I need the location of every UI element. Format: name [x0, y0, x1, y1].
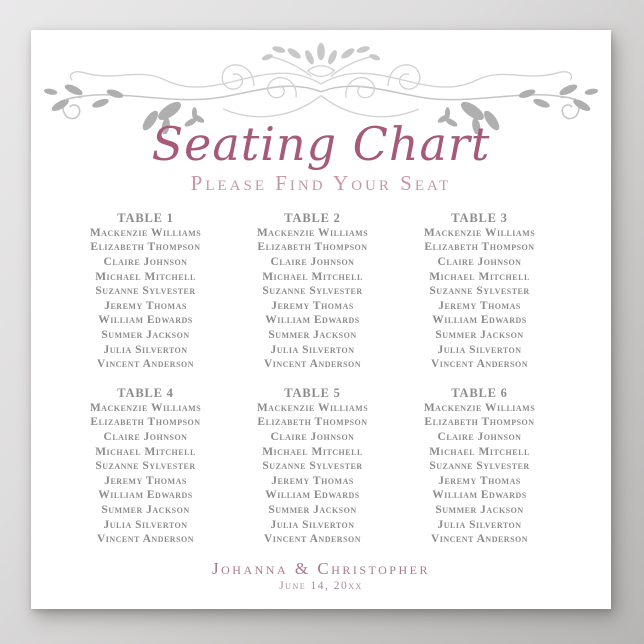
guest-name: Summer Jackson — [435, 329, 524, 342]
guest-name: Julia Silverton — [103, 518, 188, 531]
table-title: TABLE 3 — [451, 210, 508, 225]
table-title: TABLE 2 — [284, 210, 341, 225]
guest-name: Vincent Anderson — [430, 533, 529, 546]
guest-name: Vincent Anderson — [430, 358, 529, 371]
guest-name: Claire Johnson — [270, 256, 355, 269]
guest-name: Jeremy Thomas — [104, 474, 187, 487]
table-block — [396, 386, 563, 547]
guest-name: Michael Mitchell — [429, 445, 530, 458]
guest-name: William Edwards — [265, 489, 360, 502]
guest-name: Mackenzie Williams — [89, 401, 202, 414]
poster-title: Seating Chart — [151, 117, 491, 171]
guest-name: Michael Mitchell — [429, 270, 530, 283]
guest-name: Julia Silverton — [270, 518, 355, 531]
couple-names: Johanna & Christopher — [212, 558, 430, 578]
guest-name: Elizabeth Thompson — [257, 241, 368, 254]
guest-name: Suzanne Sylvester — [95, 460, 196, 473]
guest-name: Summer Jackson — [101, 503, 190, 516]
guest-name: William Edwards — [98, 489, 193, 502]
guest-name: Claire Johnson — [437, 256, 522, 269]
guest-name: Summer Jackson — [435, 503, 524, 516]
guest-name: Vincent Anderson — [263, 533, 362, 546]
guest-name: Michael Mitchell — [95, 445, 196, 458]
table-block — [229, 386, 396, 547]
guest-name: William Edwards — [432, 489, 527, 502]
table-block — [396, 211, 563, 372]
table-title: TABLE 6 — [451, 385, 508, 400]
guest-name: Suzanne Sylvester — [429, 460, 530, 473]
guest-name: Elizabeth Thompson — [424, 241, 535, 254]
guest-name: Vincent Anderson — [96, 533, 195, 546]
guest-name: Summer Jackson — [268, 503, 357, 516]
guest-name: Suzanne Sylvester — [262, 285, 363, 298]
guest-name: Claire Johnson — [103, 431, 188, 444]
table-title: TABLE 4 — [117, 385, 174, 400]
guest-name: Jeremy Thomas — [104, 299, 187, 312]
table-title: TABLE 1 — [117, 210, 174, 225]
poster-subtitle: Please Find Your Seat — [190, 170, 452, 195]
seating-chart-poster — [31, 30, 611, 609]
guest-name: William Edwards — [98, 314, 193, 327]
guest-name: Michael Mitchell — [262, 270, 363, 283]
guest-name: Summer Jackson — [268, 329, 357, 342]
guest-name: Mackenzie Williams — [256, 401, 369, 414]
guest-name: Jeremy Thomas — [271, 299, 354, 312]
guest-name: Elizabeth Thompson — [257, 416, 368, 429]
guest-name: Michael Mitchell — [262, 445, 363, 458]
event-date: June 14, 20xx — [279, 579, 363, 592]
guest-name: Elizabeth Thompson — [90, 416, 201, 429]
table-block — [229, 211, 396, 372]
guest-name: William Edwards — [432, 314, 527, 327]
guest-name: Suzanne Sylvester — [95, 285, 196, 298]
guest-name: Claire Johnson — [270, 431, 355, 444]
guest-name: Mackenzie Williams — [89, 226, 202, 239]
guest-name: Jeremy Thomas — [271, 474, 354, 487]
guest-name: Michael Mitchell — [95, 270, 196, 283]
guest-name: Julia Silverton — [437, 518, 522, 531]
guest-name: Mackenzie Williams — [256, 226, 369, 239]
guest-name: Mackenzie Williams — [423, 226, 536, 239]
guest-name: Suzanne Sylvester — [262, 460, 363, 473]
guest-name: William Edwards — [265, 314, 360, 327]
guest-name: Julia Silverton — [437, 343, 522, 356]
table-title: TABLE 5 — [284, 385, 341, 400]
guest-name: Summer Jackson — [101, 329, 190, 342]
guest-name: Elizabeth Thompson — [424, 416, 535, 429]
guest-name: Vincent Anderson — [263, 358, 362, 371]
seating-tables — [62, 211, 563, 547]
guest-name: Elizabeth Thompson — [90, 241, 201, 254]
guest-name: Claire Johnson — [103, 256, 188, 269]
guest-name: Jeremy Thomas — [438, 299, 521, 312]
guest-name: Vincent Anderson — [96, 358, 195, 371]
guest-name: Mackenzie Williams — [423, 401, 536, 414]
table-block — [62, 211, 229, 372]
guest-name: Claire Johnson — [437, 431, 522, 444]
table-block — [62, 386, 229, 547]
guest-name: Julia Silverton — [103, 343, 188, 356]
guest-name: Suzanne Sylvester — [429, 285, 530, 298]
guest-name: Jeremy Thomas — [438, 474, 521, 487]
guest-name: Julia Silverton — [270, 343, 355, 356]
